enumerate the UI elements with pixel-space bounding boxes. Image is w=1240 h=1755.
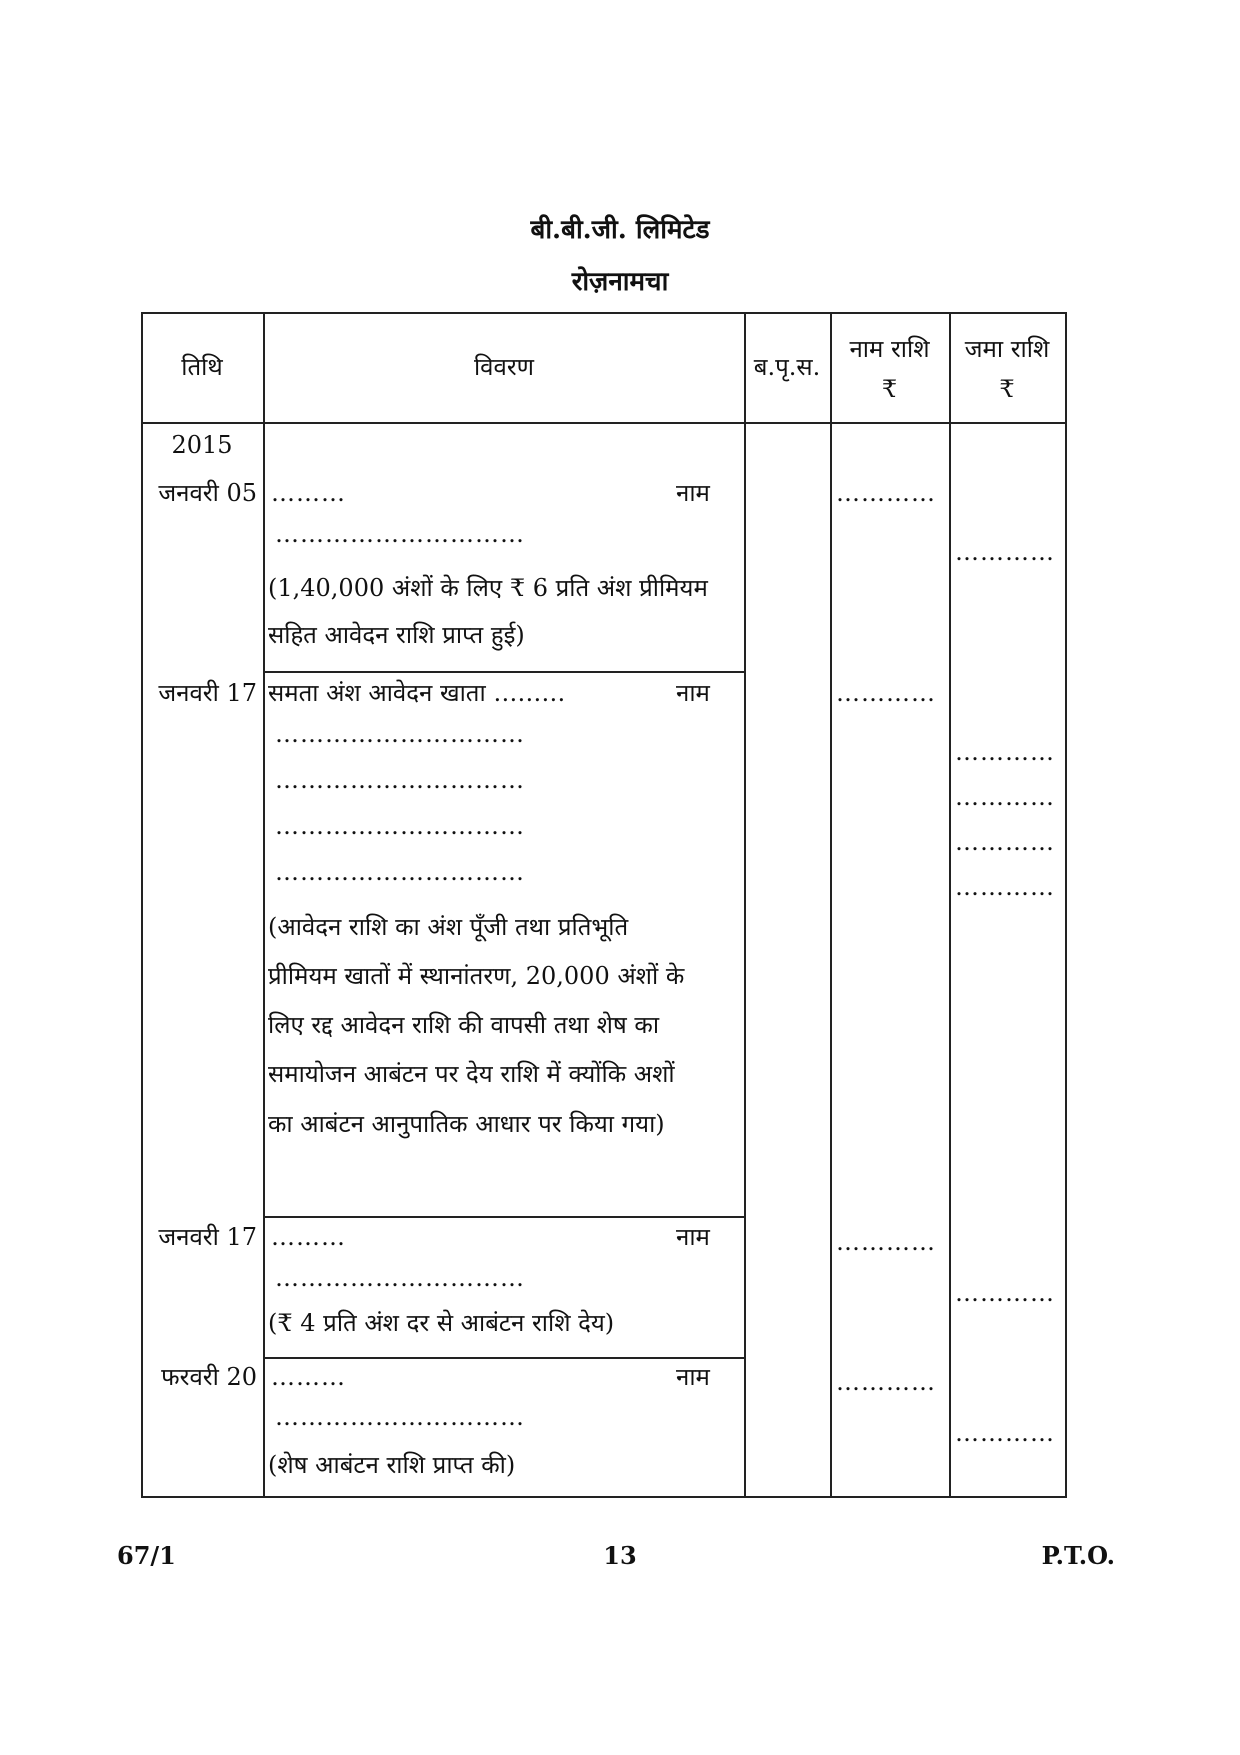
narration: सहित आवेदन राशि प्राप्त हुई) — [268, 621, 525, 649]
header-credit-unit: ₹ — [999, 375, 1015, 403]
credit-amount: ………… — [955, 873, 1055, 901]
page-number: 13 — [603, 1541, 637, 1570]
narration: (आवेदन राशि का अंश पूँजी तथा प्रतिभूति — [268, 913, 629, 941]
credit-account: ………………………… — [275, 766, 525, 794]
credit-amount: ………… — [955, 738, 1055, 766]
narration: लिए रद्द आवेदन राशि की वापसी तथा शेष का — [268, 1011, 660, 1039]
debit-account: ……… — [271, 479, 346, 507]
year: 2015 — [171, 431, 233, 459]
header-particulars: विवरण — [473, 353, 535, 381]
header-debit: नाम राशि — [849, 335, 930, 363]
debit-marker: नाम — [676, 1363, 710, 1391]
header-divider — [141, 422, 1067, 424]
company-name: बी.बी.जी. लिमिटेड — [530, 215, 710, 245]
narration: (₹ 4 प्रति अंश दर से आबंटन राशि देय) — [268, 1309, 615, 1337]
header-lf: ब.पृ.स. — [753, 353, 821, 381]
entry-date: फरवरी 20 — [161, 1363, 257, 1391]
entry-separator — [263, 671, 745, 673]
column-divider-particulars — [744, 312, 746, 1498]
table-border-right — [1065, 312, 1067, 1498]
debit-amount: ………… — [836, 679, 936, 707]
document-title: रोज़नामचा — [571, 267, 669, 297]
debit-amount: ………… — [836, 1368, 936, 1396]
credit-amount: ………… — [955, 538, 1055, 566]
credit-amount: ………… — [955, 1419, 1055, 1447]
header-credit: जमा राशि — [964, 335, 1050, 363]
entry-separator — [263, 1357, 745, 1359]
narration: प्रीमियम खातों में स्थानांतरण, 20,000 अंशों के — [268, 962, 685, 990]
narration: (1,40,000 अंशों के लिए ₹ 6 प्रति अंश प्रीमियम — [268, 574, 708, 602]
credit-account: ………………………… — [275, 812, 525, 840]
entry-separator — [263, 1216, 745, 1218]
entry-date: जनवरी 17 — [158, 1223, 257, 1251]
debit-amount: ………… — [836, 479, 936, 507]
credit-account: ………………………… — [275, 858, 525, 886]
credit-amount: ………… — [955, 783, 1055, 811]
narration: का आबंटन आनुपातिक आधार पर किया गया) — [268, 1110, 665, 1138]
narration: समायोजन आबंटन पर देय राशि में क्योंकि अशों — [268, 1060, 675, 1088]
debit-marker: नाम — [676, 1223, 710, 1251]
credit-account: ………………………… — [275, 1264, 525, 1292]
credit-amount: ………… — [955, 828, 1055, 856]
journal-table — [141, 312, 1067, 1498]
debit-amount: ………… — [836, 1228, 936, 1256]
column-divider-lf — [830, 312, 832, 1498]
table-border-left — [141, 312, 143, 1498]
column-divider-date — [263, 312, 265, 1498]
debit-account: ……… — [271, 1223, 346, 1251]
debit-marker: नाम — [676, 479, 710, 507]
table-border-top — [141, 312, 1067, 314]
pto-label: P.T.O. — [1041, 1541, 1115, 1570]
header-debit-unit: ₹ — [881, 375, 898, 403]
credit-account: ………………………… — [275, 1403, 525, 1431]
table-border-bottom — [141, 1496, 1067, 1498]
debit-account: ……… — [271, 1363, 346, 1391]
entry-date: जनवरी 17 — [158, 679, 257, 707]
header-date: तिथि — [181, 353, 223, 381]
credit-amount: ………… — [955, 1279, 1055, 1307]
column-divider-debit — [949, 312, 951, 1498]
narration: (शेष आबंटन राशि प्राप्त की) — [268, 1451, 516, 1479]
debit-marker: नाम — [676, 679, 710, 707]
entry-date: जनवरी 05 — [158, 479, 257, 507]
debit-account: समता अंश आवेदन खाता ……… — [268, 679, 566, 707]
credit-account: ………………………… — [275, 720, 525, 748]
credit-account: ………………………… — [275, 520, 525, 548]
paper-code: 67/1 — [117, 1541, 176, 1570]
